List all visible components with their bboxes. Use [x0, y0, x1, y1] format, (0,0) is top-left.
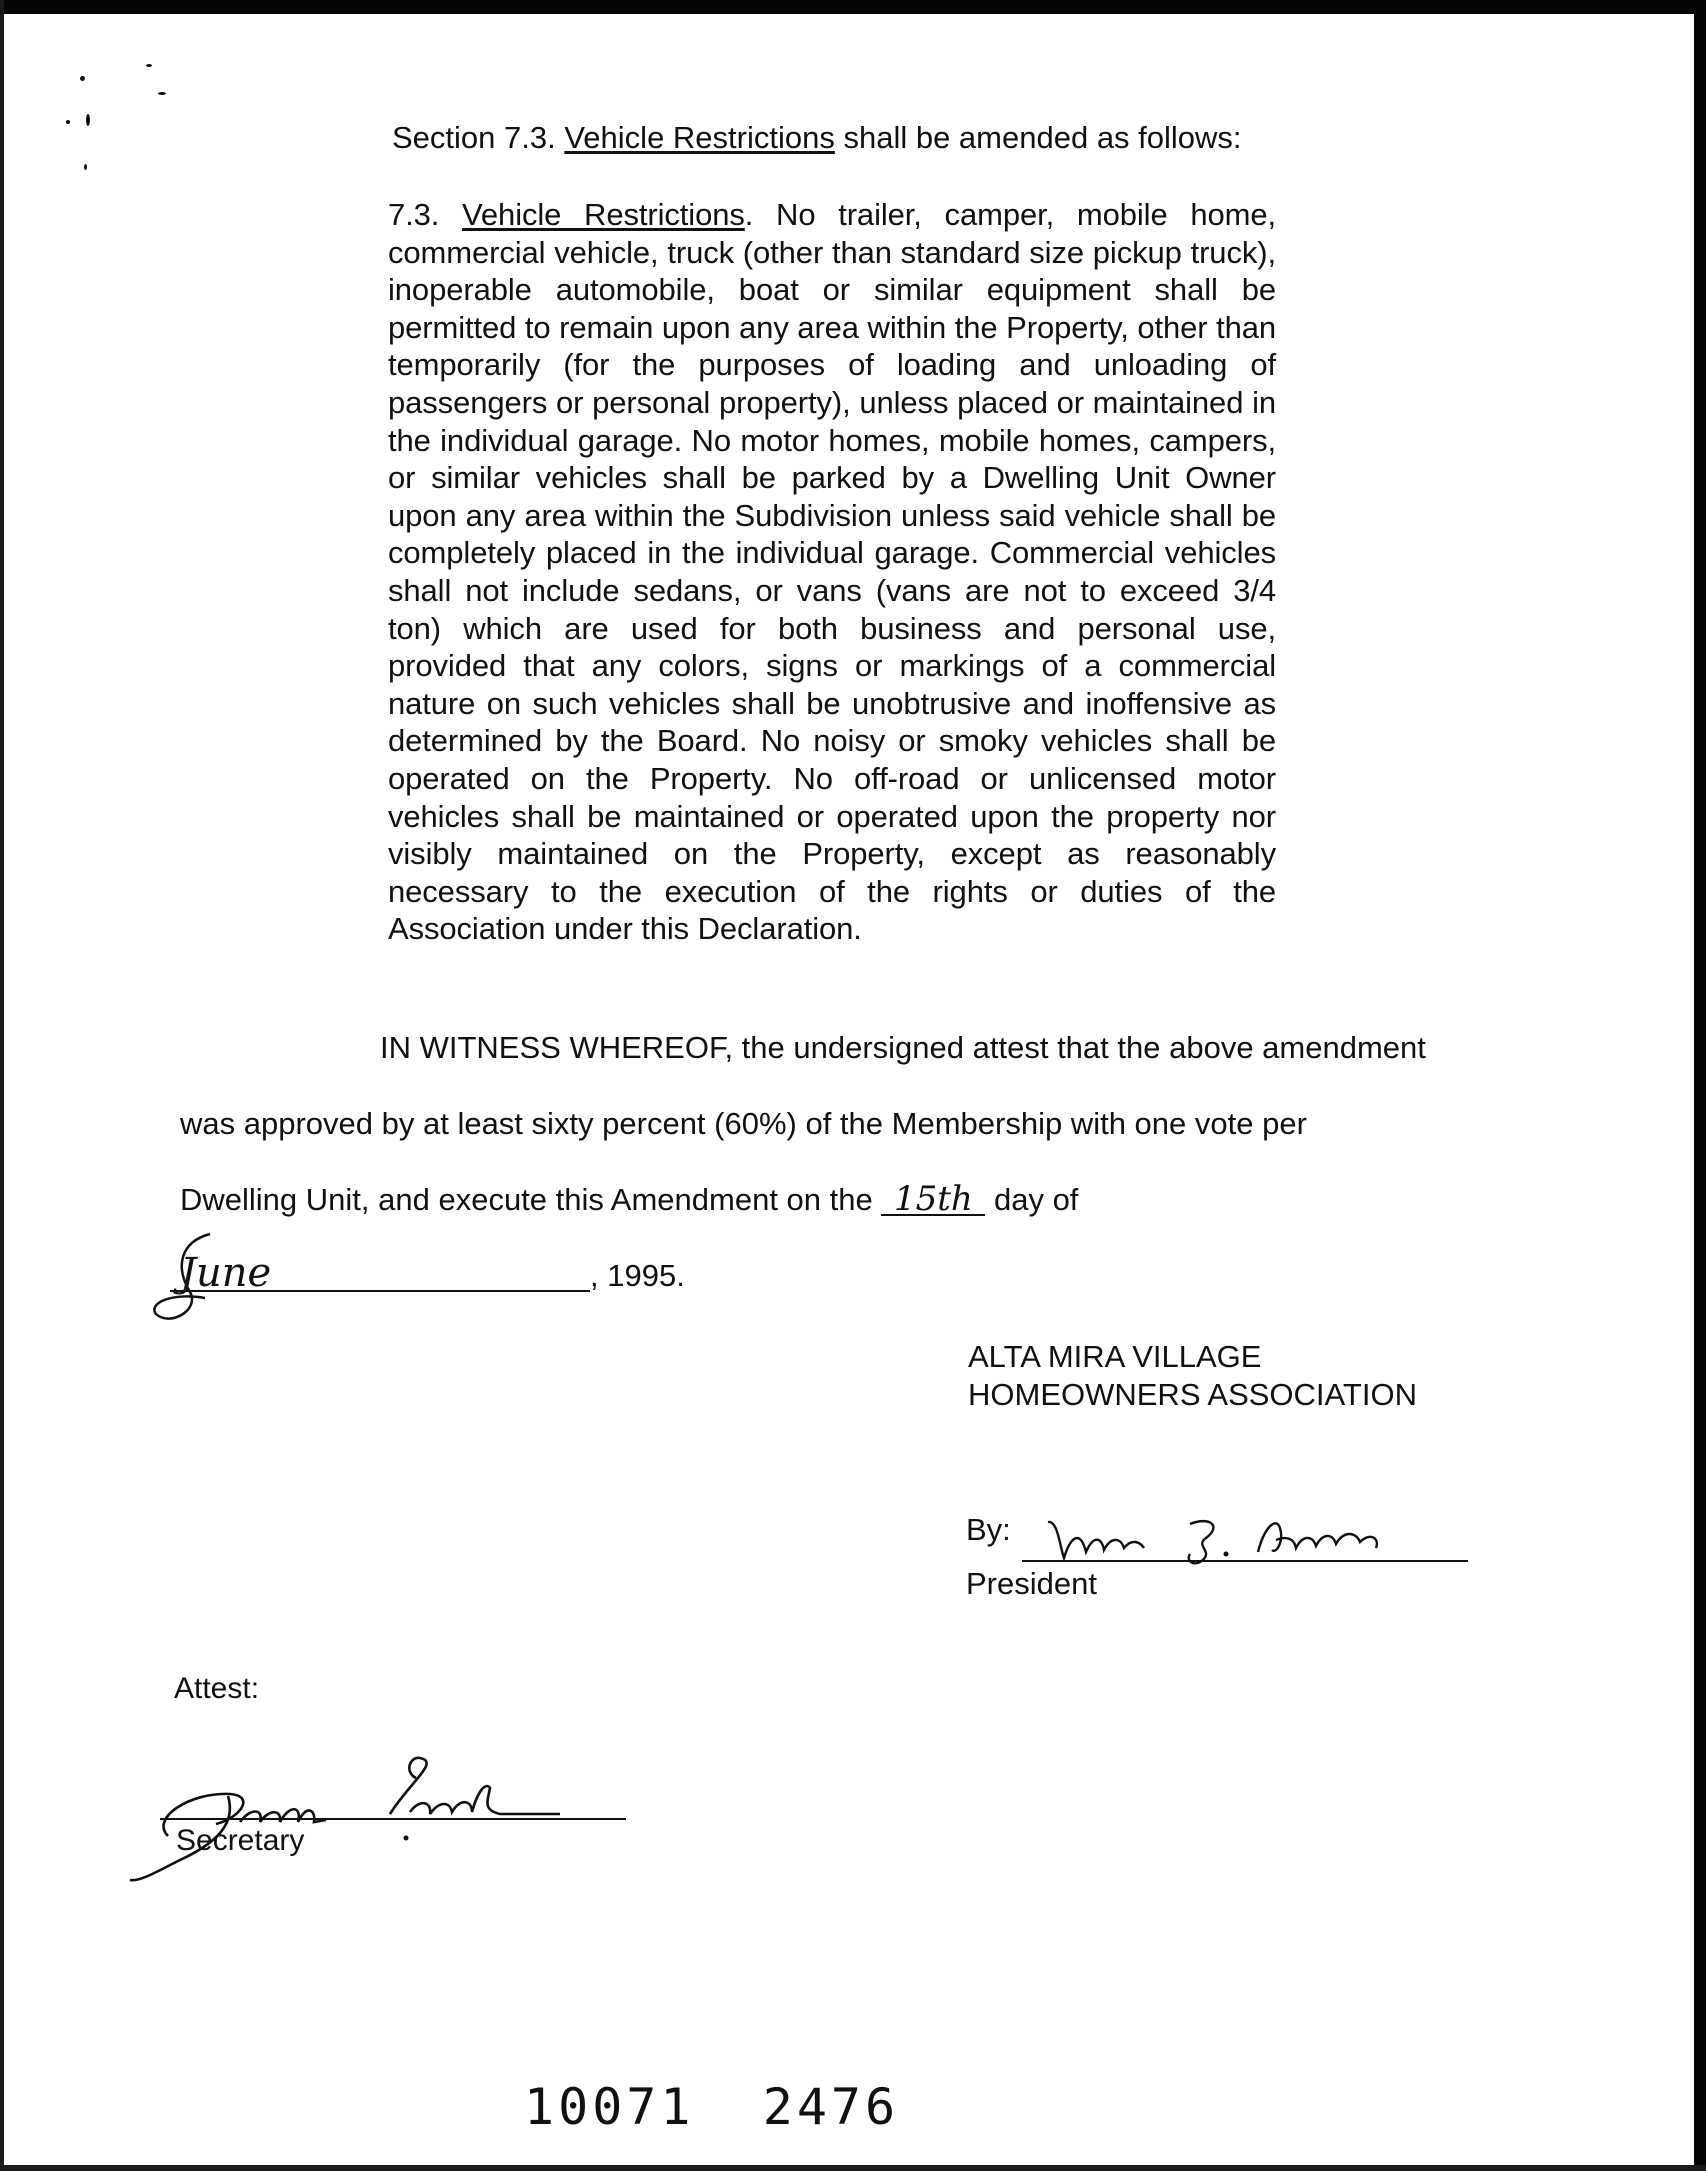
month-field: June [170, 1256, 590, 1292]
attest-label: Attest: [174, 1672, 260, 1705]
witness-line-3-suffix: day of [985, 1182, 1079, 1217]
witness-line-1: IN WITNESS WHEREOF, the undersigned attest that the above amendment [380, 1030, 1426, 1065]
heading-title: Vehicle Restrictions [564, 120, 835, 155]
day-field: 15th [881, 1184, 985, 1216]
scan-speck [86, 114, 90, 126]
scan-border-left [0, 0, 4, 2171]
section-title: Vehicle Restrictions [462, 197, 745, 232]
scan-speck [158, 92, 166, 95]
month-handwriting-flourish [150, 1222, 240, 1332]
document-number: 10071 2476 [524, 2078, 900, 2136]
scan-speck [80, 76, 85, 81]
year-text: , 1995. [590, 1258, 685, 1293]
secretary-label: Secretary [176, 1824, 305, 1857]
heading-prefix: Section 7.3. [392, 120, 565, 155]
scan-border-bottom [0, 2165, 1706, 2171]
president-label: President [966, 1566, 1097, 1601]
scan-border-right [1694, 0, 1706, 2171]
organization-line-1: ALTA MIRA VILLAGE [968, 1339, 1262, 1374]
section-heading [392, 118, 1332, 158]
by-label: By: [966, 1512, 1011, 1547]
organization-name [968, 1338, 1417, 1414]
organization-line-2: HOMEOWNERS ASSOCIATION [968, 1377, 1417, 1412]
section-body [388, 196, 1276, 948]
section-text: . No trailer, camper, mobile home, commercial vehicle, truck (other than standard size pickup truck), inoperable automobile, boat or similar equipment shall be permitted to remain upon any area within the Property, other than temporarily (for the purposes of loading and unloading of passengers or personal property), unless placed or maintained in the individual garage. No motor homes, mobile homes, campers, or similar vehicles shall be parked by a Dwelling Unit Owner upon any area within the Subdivision unless said vehicle shall be completely placed in the individual garage. Commercial vehicles shall not include sedans, or vans (vans are not to exceed 3/4 ton) which are used for both business and personal use, provided that any colors, signs or markings of a commercial nature on such vehicles shall be unobtrusive and inoffensive as determined by the Board. No noisy or smoky vehicles shall be operated on the Property. No off-road or unlicensed motor vehicles shall be maintained or operated upon the property nor visibly maintained on the Property, except as reasonably necessary to the execution of the rights or duties of the Association under this Declaration. [388, 197, 1276, 947]
witness-line-3 [180, 1179, 1079, 1219]
section-number: 7.3. [388, 197, 463, 232]
scan-speck [66, 120, 70, 124]
scan-border-top [0, 0, 1706, 14]
witness-line-2: was approved by at least sixty percent (60%) of the Membership with one vote per [180, 1106, 1307, 1141]
scan-speck [84, 164, 87, 170]
heading-suffix: shall be amended as follows: [834, 120, 1242, 155]
president-signature [1040, 1508, 1460, 1570]
witness-line-3-prefix: Dwelling Unit, and execute this Amendment on the [180, 1182, 882, 1217]
scan-speck [146, 64, 152, 67]
month-year-line [170, 1250, 685, 1296]
secretary-signature [120, 1742, 640, 1892]
